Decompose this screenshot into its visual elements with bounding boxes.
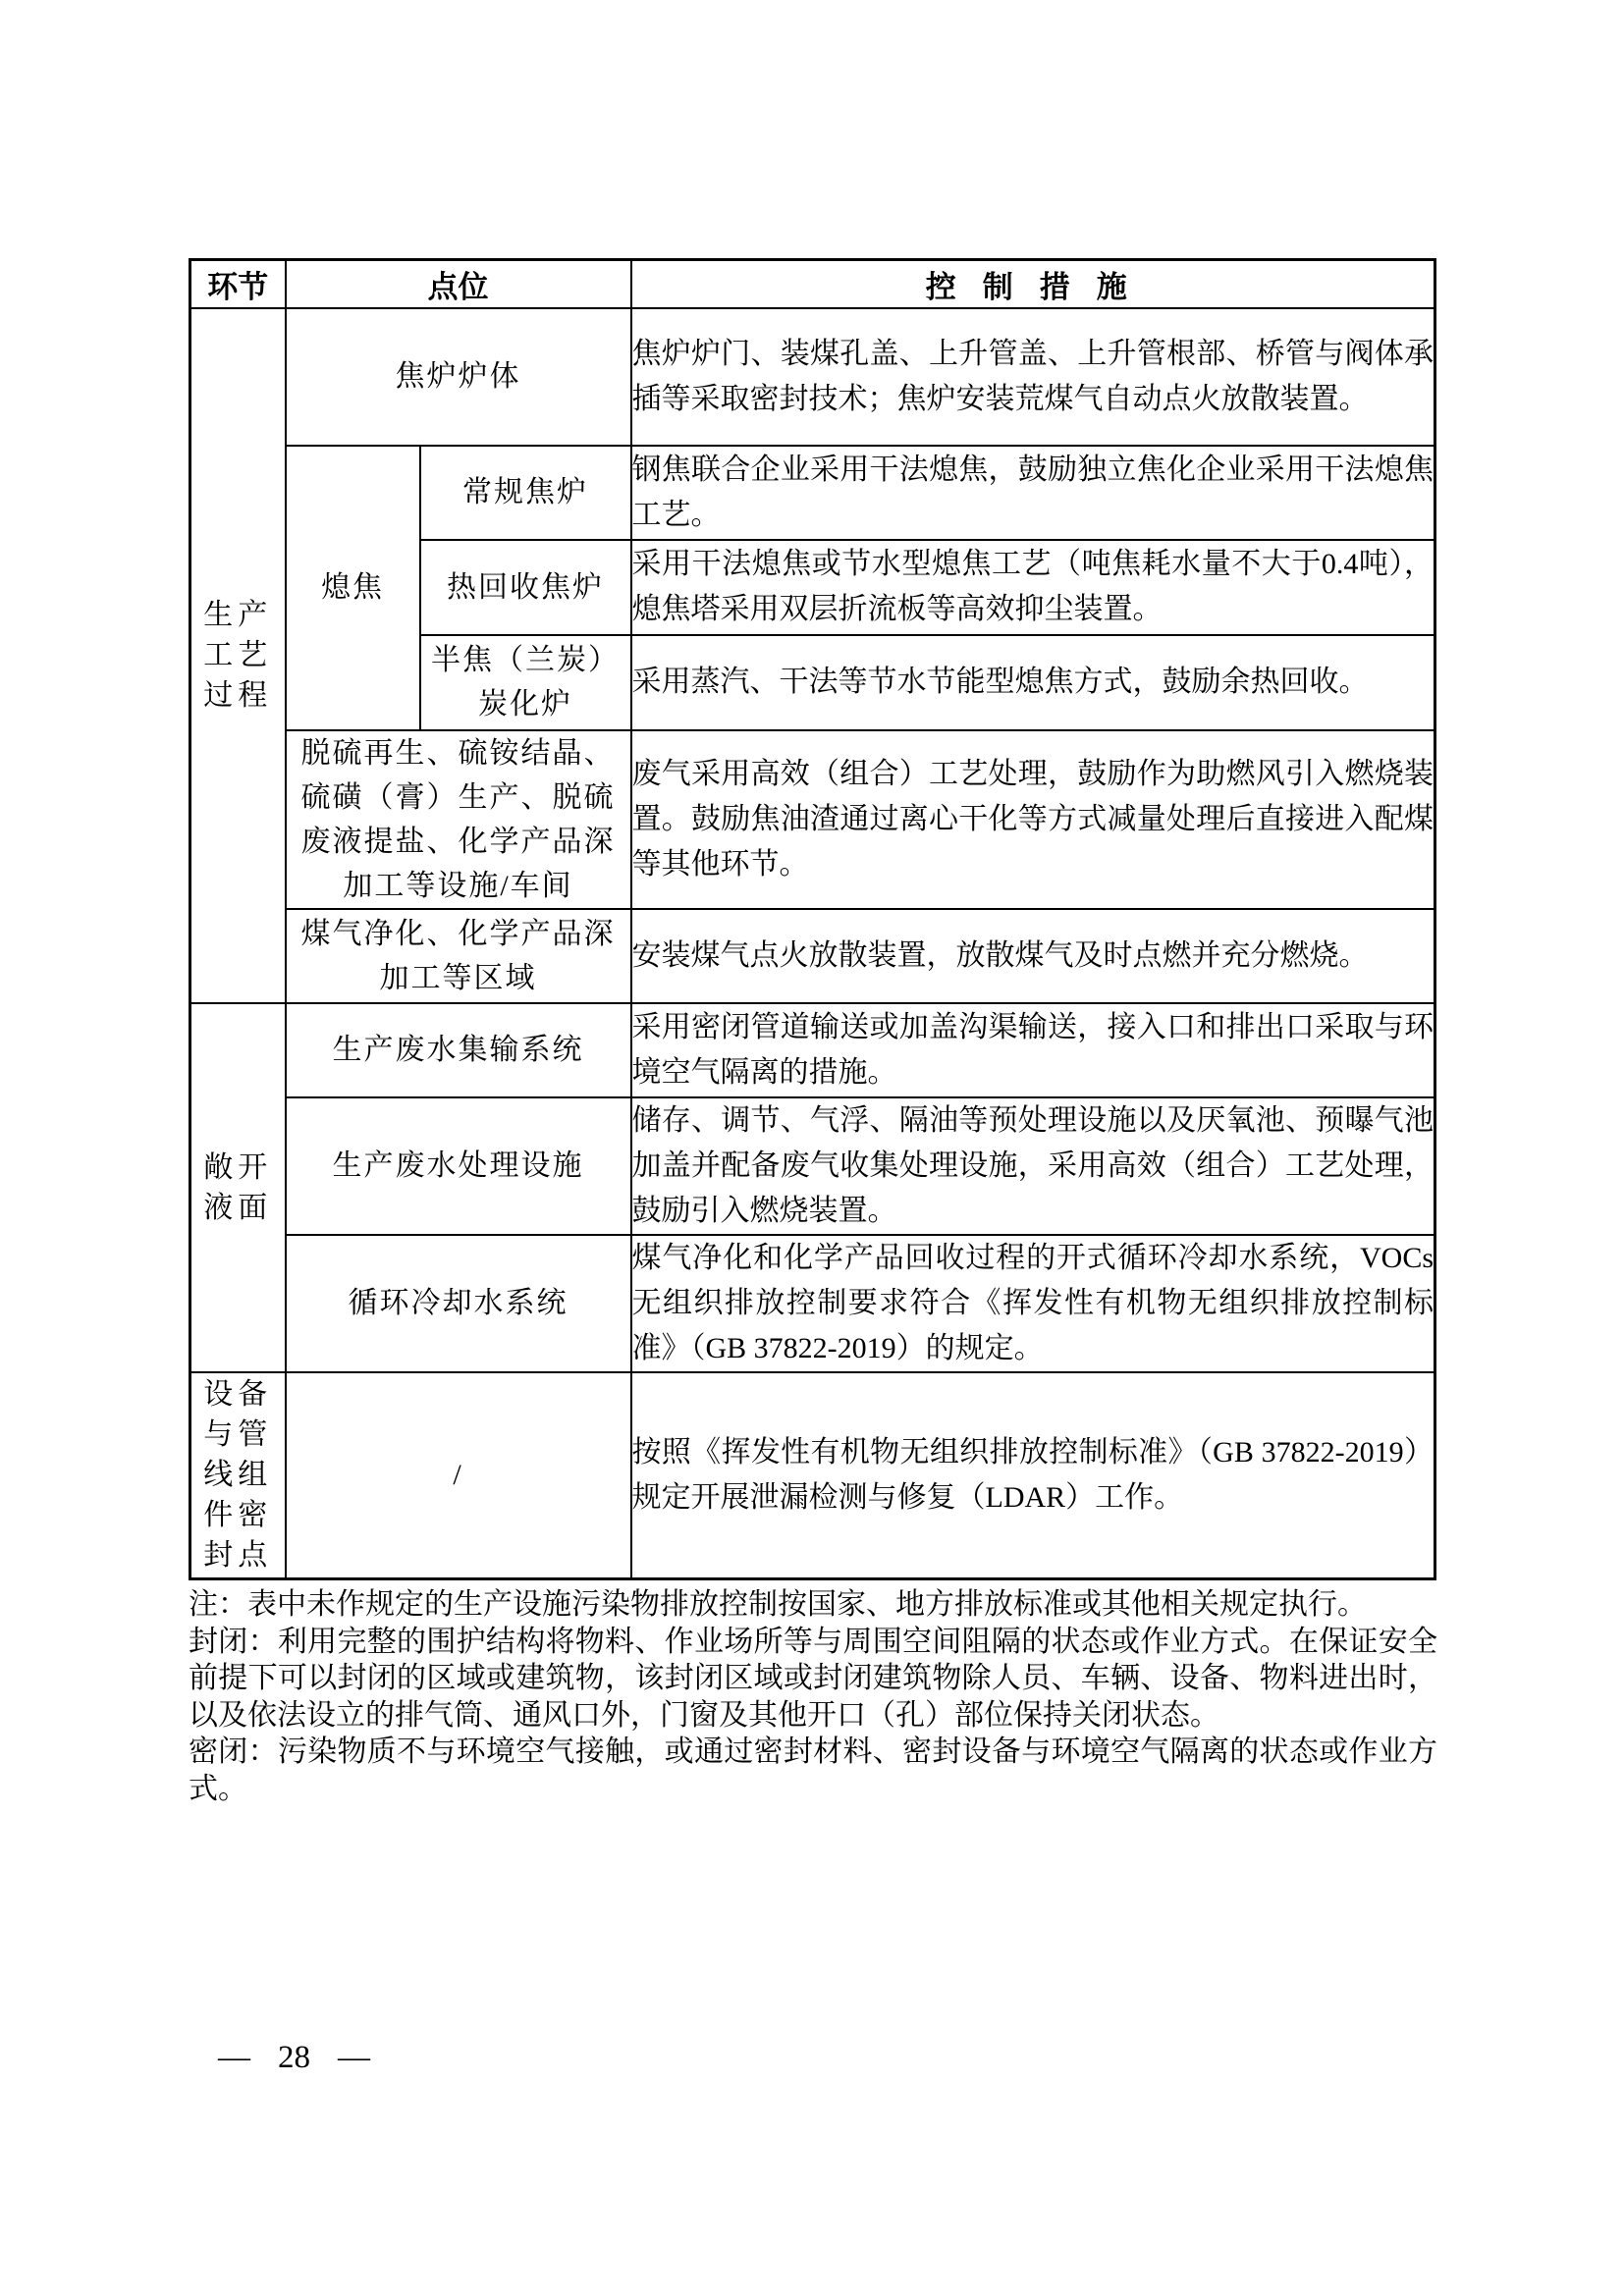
point-cell-semi-coke-furnace: 半焦（兰炭）炭化炉 (420, 635, 631, 730)
point-cell-circulating-cooling-water: 循环冷却水系统 (286, 1235, 631, 1372)
control-cell: 安装煤气点火放散装置，放散煤气及时点燃并充分燃烧。 (631, 909, 1435, 1003)
point-cell-wastewater-treatment: 生产废水处理设施 (286, 1097, 631, 1235)
page-footer (204, 2038, 384, 2077)
table-row (190, 1097, 1435, 1235)
control-cell: 储存、调节、气浮、隔油等预处理设施以及厌氧池、预曝气池加盖并配备废气收集处理设施，采用高效（组合）工艺处理，鼓励引入燃烧装置。 (631, 1097, 1435, 1235)
stage-cell-open-liquid-surface: 敞开液面 (190, 1003, 286, 1372)
control-cell: 采用干法熄焦或节水型熄焦工艺（吨焦耗水量不大于0.4吨），熄焦塔采用双层折流板等高效抑尘装置。 (631, 540, 1435, 635)
point-cell-gas-purification-area: 煤气净化、化学产品深加工等区域 (286, 909, 631, 1003)
table-header-row (190, 260, 1435, 308)
note-enclosed-definition: 封闭：利用完整的围护结构将物料、作业场所等与周围空间阻隔的状态或作业方式。在保证安全前提下可以封闭的区域或建筑物，该封闭区域或封闭建筑物除人员、车辆、设备、物料进出时，以及依法设立的排气筒、通风口外，门窗及其他开口（孔）部位保持关闭状态。 (189, 1625, 1437, 1732)
point-cell-wastewater-collection: 生产废水集输系统 (286, 1003, 631, 1097)
table-row (190, 1003, 1435, 1097)
table-row (190, 1235, 1435, 1372)
page-number: 28 (278, 2040, 310, 2075)
point-cell-heat-recovery-coke-oven: 热回收焦炉 (420, 540, 631, 635)
stage-cell-equipment-seal-points: 设备与管线组件密封点 (190, 1372, 286, 1579)
table-row (190, 446, 1435, 540)
footer-dash-right: — (338, 2040, 370, 2075)
table-row (190, 730, 1435, 909)
header-stage: 环节 (190, 260, 286, 308)
header-point: 点位 (286, 260, 631, 308)
control-cell: 按照《挥发性有机物无组织排放控制标准》（GB 37822-2019）规定开展泄漏检测与修复（LDAR）工作。 (631, 1372, 1435, 1579)
table-row (190, 1372, 1435, 1579)
point-cell-desulfurization-facilities: 脱硫再生、硫铵结晶、硫磺（膏）生产、脱硫废液提盐、化学产品深加工等设施/车间 (286, 730, 631, 909)
control-measures-table (189, 258, 1436, 1580)
table-row (190, 308, 1435, 446)
stage-cell-production-process: 生产工艺过程 (190, 308, 286, 1003)
control-cell: 采用密闭管道输送或加盖沟渠输送，接入口和排出口采取与环境空气隔离的措施。 (631, 1003, 1435, 1097)
point-cell-quench-group: 熄焦 (286, 446, 420, 730)
control-cell: 采用蒸汽、干法等节水节能型熄焦方式，鼓励余热回收。 (631, 635, 1435, 730)
control-cell: 废气采用高效（组合）工艺处理，鼓励作为助燃风引入燃烧装置。鼓励焦油渣通过离心干化等方式减量处理后直接进入配煤等其他环节。 (631, 730, 1435, 909)
footer-dash-left: — (218, 2040, 250, 2075)
control-cell: 煤气净化和化学产品回收过程的开式循环冷却水系统，VOCs无组织排放控制要求符合《挥发性有机物无组织排放控制标准》（GB 37822-2019）的规定。 (631, 1235, 1435, 1372)
point-cell-slash: / (286, 1372, 631, 1579)
point-cell-conventional-coke-oven: 常规焦炉 (420, 446, 631, 540)
point-cell-coke-oven-body: 焦炉炉体 (286, 308, 631, 446)
control-cell: 钢焦联合企业采用干法熄焦，鼓励独立焦化企业采用干法熄焦工艺。 (631, 446, 1435, 540)
control-cell: 焦炉炉门、装煤孔盖、上升管盖、上升管根部、桥管与阀体承插等采取密封技术；焦炉安装荒煤气自动点火放散装置。 (631, 308, 1435, 446)
note-sealed-definition: 密闭：污染物质不与环境空气接触，或通过密封材料、密封设备与环境空气隔离的状态或作业方式。 (189, 1735, 1437, 1805)
table-row (190, 909, 1435, 1003)
header-measures: 控制措施 (631, 260, 1435, 308)
note-general: 注：表中未作规定的生产设施污染物排放控制按国家、地方排放标准或其他相关规定执行。 (189, 1588, 1367, 1621)
notes-section (189, 1586, 1437, 1807)
